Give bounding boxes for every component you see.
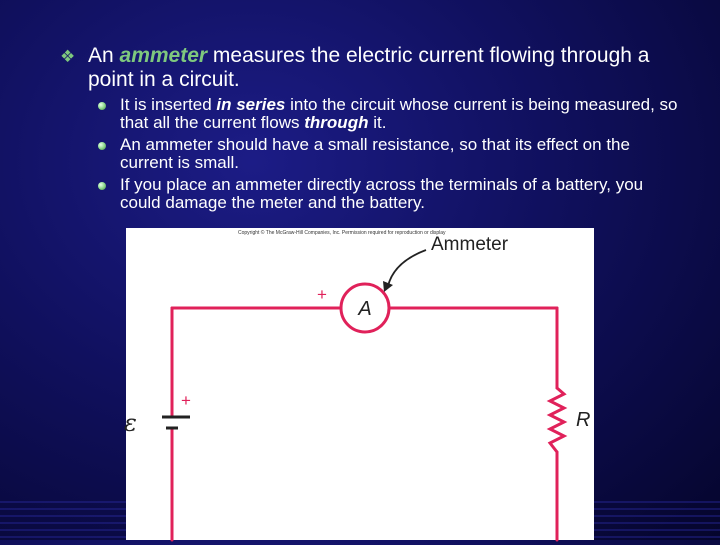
main-bullet: [60, 44, 680, 92]
meter-symbol: A: [358, 298, 372, 320]
main-bullet-prefix: An: [88, 44, 120, 67]
round-bullet-icon: [98, 142, 106, 150]
sub-bullet-damage: [98, 176, 678, 212]
round-bullet-icon: [98, 182, 106, 190]
arrow-head-icon: [383, 281, 393, 292]
main-bullet-rest: measures the electric current flowing through a point in a circuit.: [88, 44, 650, 91]
in-series-emphasis: in series: [216, 95, 286, 114]
round-bullet-icon: [98, 102, 106, 110]
sub-bullet-text: If you place an ammeter directly across the terminals of a battery, you could damage the meter and the battery.: [120, 175, 644, 212]
ammeter-highlight: ammeter: [119, 44, 208, 67]
resistor-label: R: [576, 409, 591, 431]
sub-bullet-text: An ammeter should have a small resistance, so that its effect on the current is small.: [120, 135, 630, 172]
through-emphasis: through: [304, 113, 369, 132]
text-segment: It is inserted: [120, 95, 217, 114]
battery-plus-sign: +: [181, 391, 191, 410]
diamond-bullet-icon: ❖: [60, 47, 76, 67]
ammeter-pointer-arrow: [388, 250, 426, 286]
copyright-notice: Copyright © The McGraw-Hill Companies, Inc. Permission required for reproduction or display: [238, 230, 446, 236]
emf-symbol: ε: [124, 409, 137, 437]
text-segment: it.: [368, 113, 387, 132]
resistor-zigzag: [550, 388, 564, 452]
sub-bullet-text: [120, 96, 678, 132]
text-segment: into the circuit whose current is being measured, so that all the current flows: [120, 95, 678, 132]
sub-bullet-resistance: [98, 136, 678, 172]
meter-plus-sign: +: [317, 285, 327, 304]
sub-bullet-series: [98, 96, 678, 132]
circuit-figure: [126, 228, 594, 540]
sub-bullet-list: [98, 96, 678, 216]
circuit-diagram: [126, 228, 594, 540]
main-bullet-text: [88, 44, 680, 92]
ammeter-label: Ammeter: [431, 234, 509, 255]
